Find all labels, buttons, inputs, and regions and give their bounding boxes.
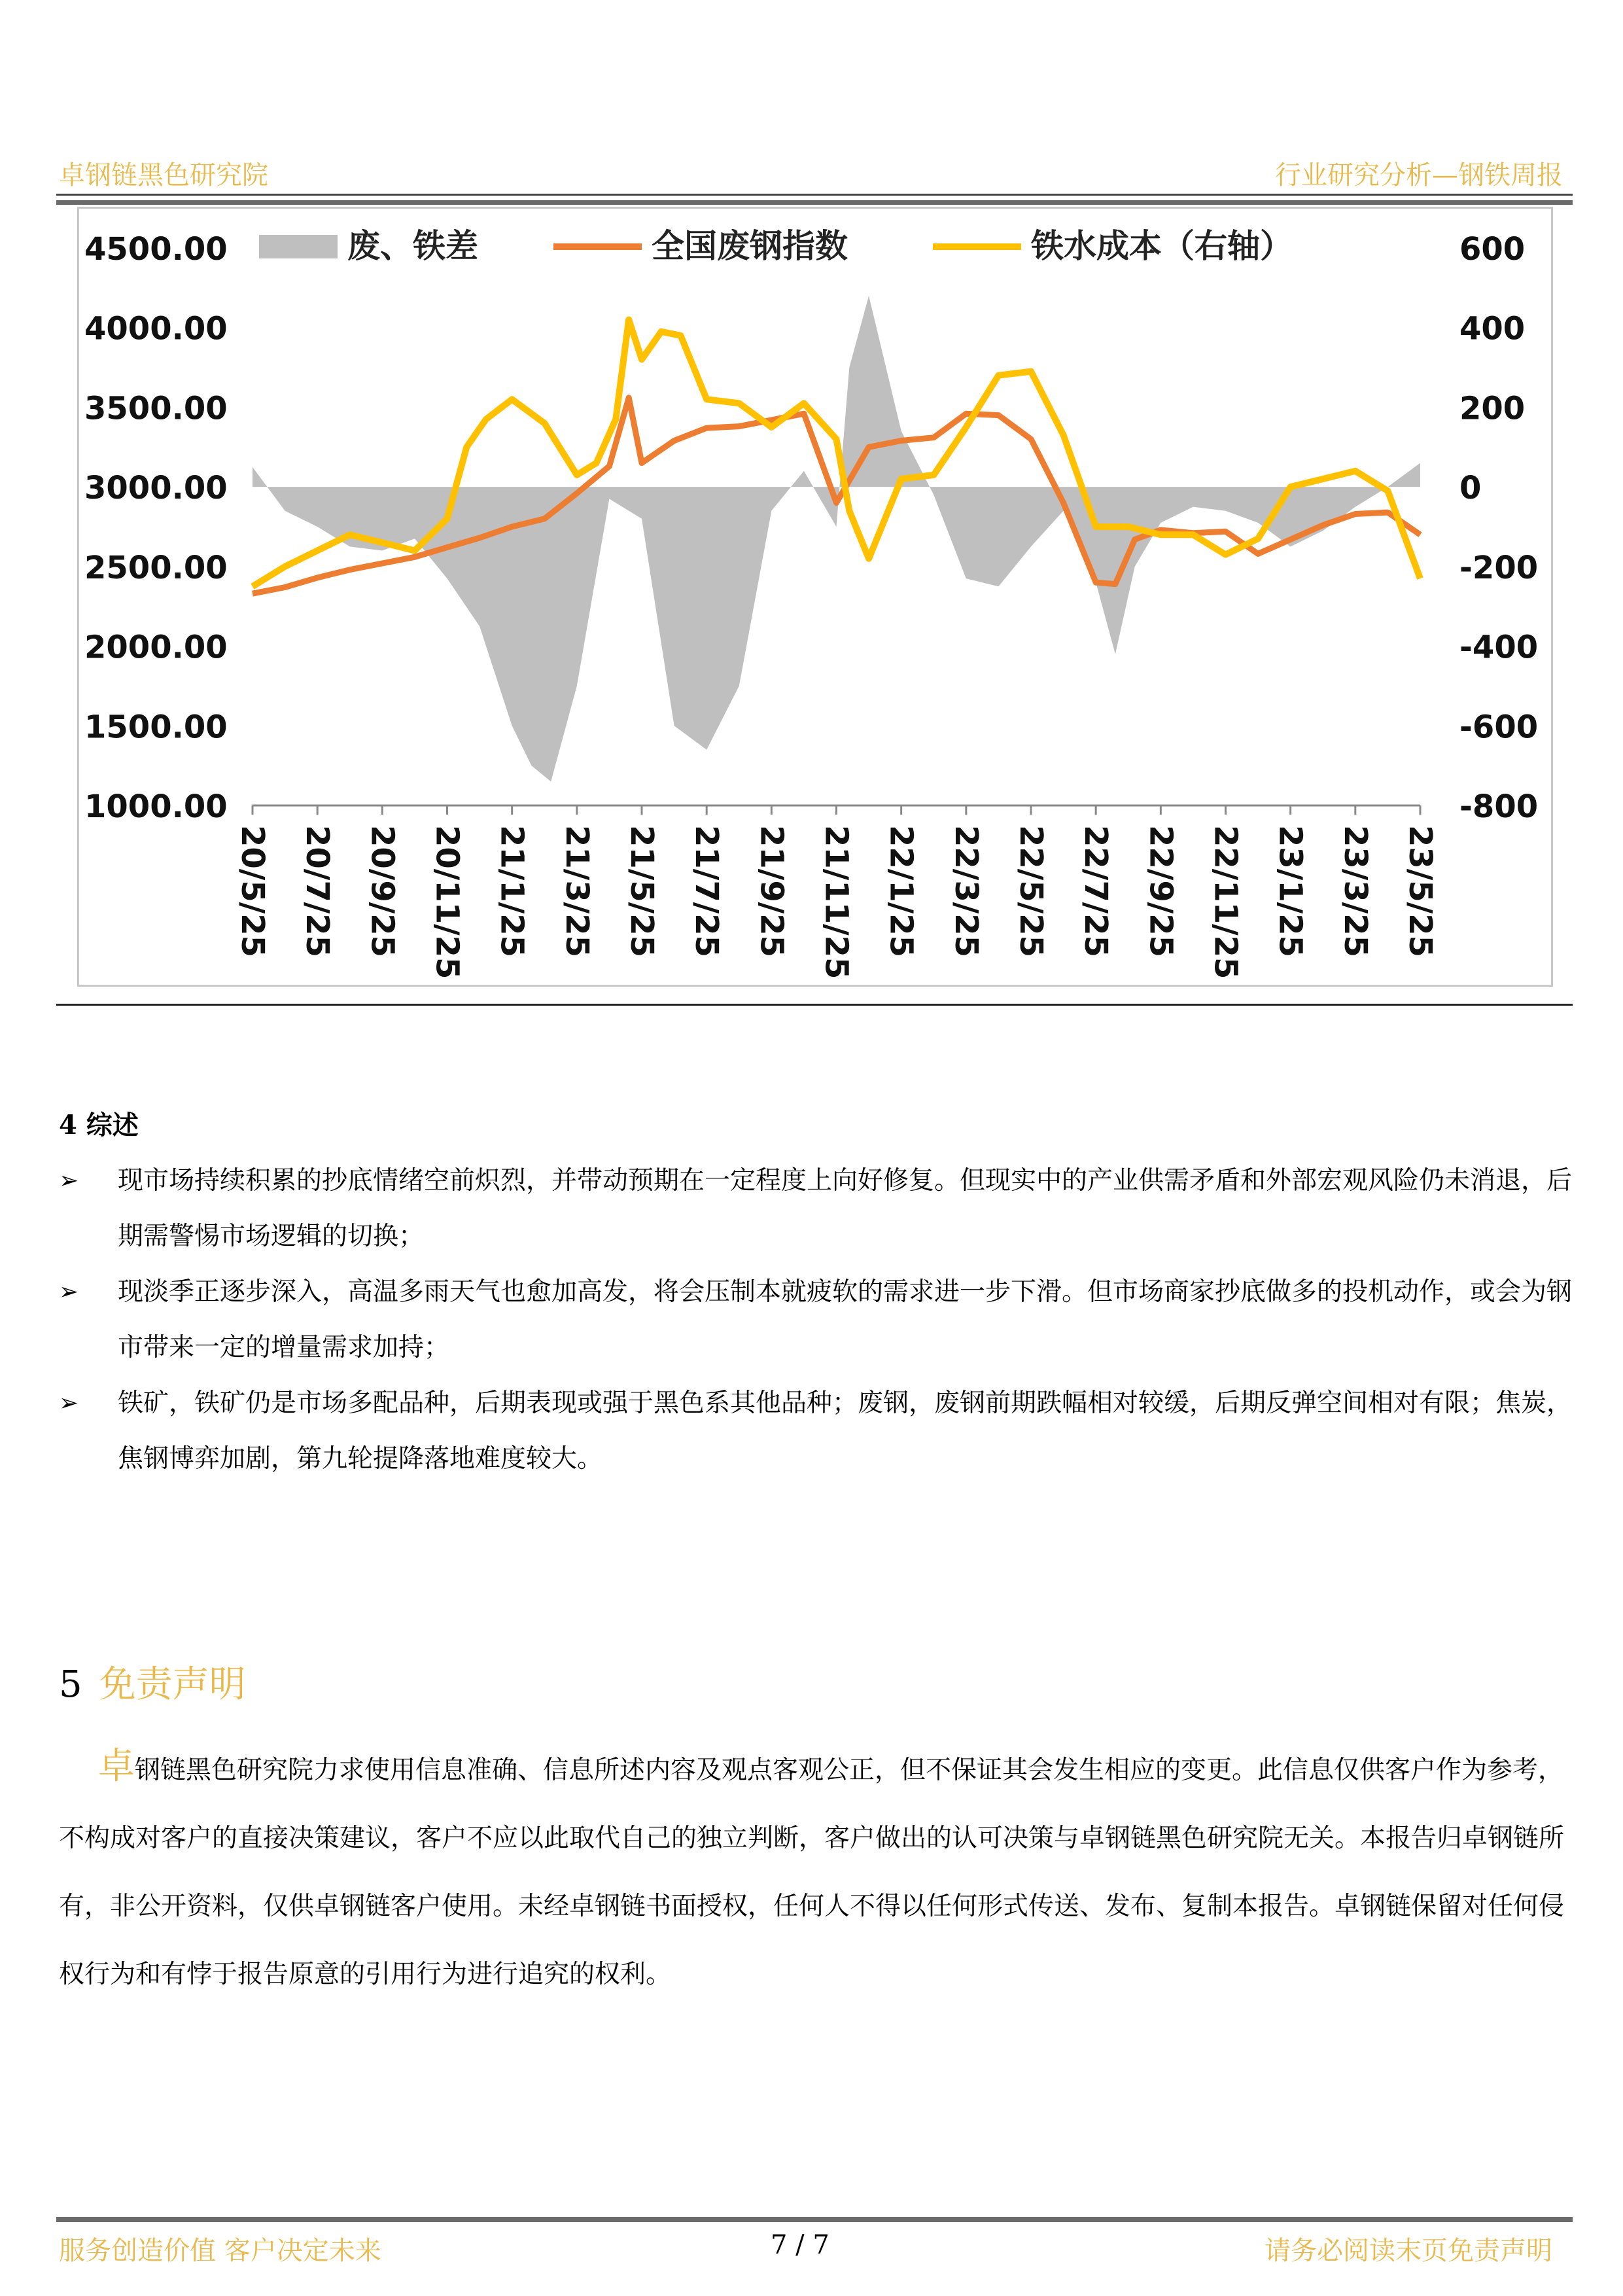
- y-left-tick-label: 2000.00: [84, 629, 228, 666]
- section5-name: 免责声明: [99, 1663, 246, 1706]
- x-tick-label: 21/1/25: [493, 825, 531, 958]
- summary-item: [59, 1153, 1577, 1264]
- x-tick-label: 22/1/25: [882, 825, 920, 958]
- summary-item: [59, 1375, 1577, 1487]
- x-tick-label: 22/9/25: [1142, 825, 1179, 958]
- y-left-tick-label: 1500.00: [84, 709, 228, 746]
- x-tick-label: 20/9/25: [364, 825, 401, 958]
- y-left-tick-label: 3500.00: [84, 390, 228, 427]
- disclaimer-text: [59, 1733, 1577, 2009]
- y-right-tick-label: 200: [1459, 390, 1526, 427]
- scrap-iron-chart: [79, 209, 1551, 985]
- summary-item-text: 现淡季正逐步深入，高温多雨天气也愈加高发，将会压制本就疲软的需求进一步下滑。但市场商家抄底做多的投机动作，或会为钢市带来一定的增量需求加持；: [118, 1277, 1573, 1362]
- y-left-tick-label: 4000.00: [84, 310, 228, 347]
- arrow-bullet-icon: ➢: [59, 1167, 79, 1194]
- disclaimer-first-char: 卓: [98, 1745, 135, 1788]
- y-left-tick-label: 3000.00: [84, 470, 228, 507]
- header-right: 行业研究分析—钢铁周报: [1275, 160, 1563, 190]
- footer-slogan: 服务创造价值 客户决定未来: [59, 2236, 381, 2266]
- y-right-tick-label: 0: [1459, 470, 1482, 507]
- x-tick-label: 23/3/25: [1336, 825, 1374, 958]
- y-right-tick-label: -600: [1459, 709, 1539, 746]
- chart-frame: [77, 207, 1553, 987]
- x-tick-label: 21/9/25: [753, 825, 790, 958]
- footer-rule: [56, 2217, 1573, 2222]
- x-tick-label: 20/11/25: [428, 825, 466, 980]
- x-tick-label: 22/5/25: [1013, 825, 1049, 958]
- x-tick-label: 20/7/25: [299, 825, 336, 958]
- x-tick-label: 21/7/25: [688, 825, 725, 958]
- legend-swatch-spread: [259, 235, 338, 258]
- header-rule-thick: [56, 200, 1573, 205]
- chart-bottom-rule: [56, 1004, 1573, 1006]
- summary-list: [59, 1153, 1577, 1487]
- section4-title: 4 综述: [59, 1110, 139, 1140]
- x-tick-label: 22/3/25: [947, 825, 985, 958]
- arrow-bullet-icon: ➢: [59, 1390, 79, 1417]
- x-tick-label: 21/5/25: [623, 825, 660, 958]
- arrow-bullet-icon: ➢: [59, 1279, 79, 1305]
- y-right-tick-label: -400: [1459, 629, 1539, 666]
- legend-label-spread: 废、铁差: [347, 227, 478, 265]
- x-tick-label: 20/5/25: [234, 825, 271, 958]
- disclaimer-body: 钢链黑色研究院力求使用信息准确、信息所述内容及观点客观公正，但不保证其会发生相应的变更。此信息仅供客户作为参考，不构成对客户的直接决策建议，客户不应以此取代自己的独立判断，客户做出的认可决策与卓钢链黑色研究院无关。本报告归卓钢链所有，非公开资料，仅供卓钢链客户使用。未经卓钢链书面授权，任何人不得以任何形式传送、发布、复制本报告。卓钢链保留对任何侵权行为和有悖于报告原意的引用行为进行追究的权利。: [59, 1756, 1565, 1989]
- page-number: 7 / 7: [771, 2230, 829, 2260]
- y-left-tick-label: 4500.00: [84, 231, 228, 268]
- x-tick-label: 22/11/25: [1207, 825, 1244, 980]
- x-tick-label: 21/11/25: [818, 825, 855, 980]
- x-tick-label: 21/3/25: [558, 825, 595, 958]
- y-left-tick-label: 1000.00: [84, 788, 228, 825]
- header-left: 卓钢链黑色研究院: [59, 160, 268, 190]
- legend-label-iron: 铁水成本（右轴）: [1031, 227, 1293, 265]
- y-right-tick-label: -200: [1459, 549, 1539, 586]
- y-right-tick-label: 400: [1459, 310, 1526, 347]
- y-left-tick-label: 2500.00: [84, 549, 228, 586]
- y-right-tick-label: -800: [1459, 788, 1539, 825]
- footer-notice: 请务必阅读末页免责声明: [1265, 2236, 1552, 2266]
- header-rule: [56, 194, 1573, 196]
- x-tick-label: 23/1/25: [1272, 825, 1309, 958]
- section5-number: 5: [59, 1663, 82, 1706]
- x-tick-label: 22/7/25: [1077, 825, 1115, 958]
- legend-label-scrap: 全国废钢指数: [652, 227, 848, 265]
- x-tick-label: 23/5/25: [1402, 825, 1439, 958]
- section5-title: [59, 1655, 246, 1708]
- y-right-tick-label: 600: [1459, 231, 1526, 268]
- plot-area: [84, 231, 1538, 979]
- summary-item-text: 现市场持续积累的抄底情绪空前炽烈，并带动预期在一定程度上向好修复。但现实中的产业供需矛盾和外部宏观风险仍未消退，后期需警惕市场逻辑的切换；: [118, 1166, 1573, 1251]
- chart-legend: [259, 227, 1293, 265]
- summary-item: [59, 1264, 1577, 1375]
- summary-item-text: 铁矿，铁矿仍是市场多配品种，后期表现或强于黑色系其他品种；废钢，废钢前期跌幅相对较缓，后期反弹空间相对有限；焦炭，焦钢博弈加剧，第九轮提降落地难度较大。: [118, 1388, 1573, 1474]
